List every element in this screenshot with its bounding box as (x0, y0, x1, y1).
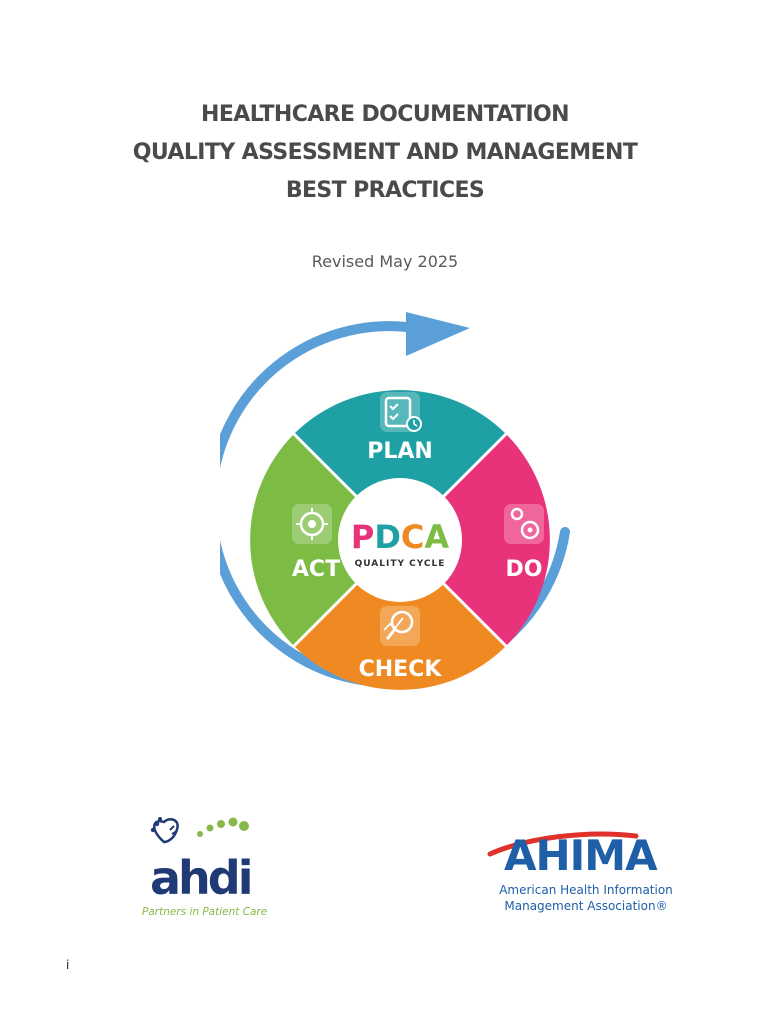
dots-decoration (197, 818, 249, 838)
ahdi-tagline: Partners in Patient Care (142, 906, 268, 918)
revised-date: Revised May 2025 (311, 252, 459, 271)
title-line-2: QUALITY ASSESSMENT AND MANAGEMENT (132, 140, 638, 165)
target-icon (292, 504, 332, 544)
ahdi-logo (140, 812, 280, 924)
pdca-letter-c: C (400, 518, 425, 556)
check-label: CHECK (358, 657, 442, 682)
pdca-letter-d: D (374, 518, 401, 556)
ahima-line-1: American Health Information (499, 883, 673, 897)
act-label: ACT (291, 557, 341, 582)
ahima-wordmark: AHIMA (504, 831, 657, 880)
title-line-1: HEALTHCARE DOCUMENTATION (201, 102, 569, 127)
pdca-center-title (351, 518, 450, 556)
magnifier-chart-icon (380, 606, 420, 646)
title-line-3: BEST PRACTICES (285, 178, 485, 203)
page-number: i (66, 958, 70, 972)
ahima-logo (486, 820, 686, 920)
do-label: DO (505, 557, 543, 582)
document-title (0, 96, 770, 210)
pdca-letter-p: P (350, 518, 375, 556)
checklist-icon (380, 392, 421, 432)
ahima-line-2: Management Association® (504, 899, 668, 913)
pdca-letter-a: A (424, 518, 450, 556)
gears-icon (504, 504, 544, 544)
pdca-center-subtitle: QUALITY CYCLE (354, 559, 446, 569)
plan-label: PLAN (367, 439, 433, 464)
ahdi-wordmark: ahdi (150, 851, 251, 905)
heart-handprint-icon (151, 817, 178, 842)
pdca-cycle-graphic (220, 300, 580, 720)
